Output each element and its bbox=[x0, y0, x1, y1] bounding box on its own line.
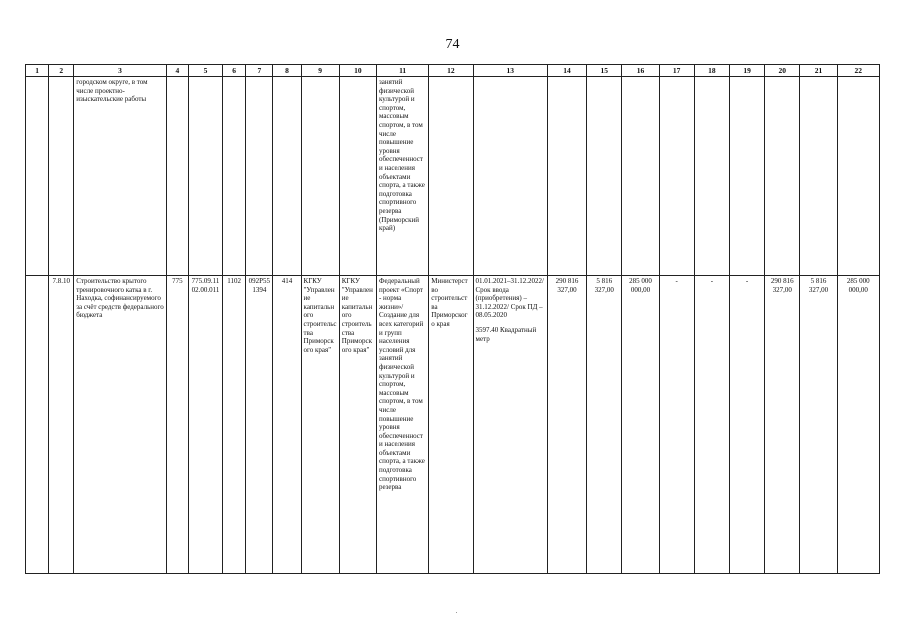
budget-code-cell: 775.09.1102.00.011 bbox=[188, 276, 222, 574]
header-cell: 7 bbox=[246, 65, 273, 77]
object-name-cell: городском округе, в том числе проектно-изыскательские работы bbox=[74, 77, 167, 276]
project-cell: Федеральный проект «Спорт - норма жизни»/Создание для всех категорий и групп населения условий для занятий физической культурой и спортом, массовым спортом, в том числе повышение уровня обеспеченности населения объектами спорта, а также подготовка спортивного резерва bbox=[376, 276, 428, 574]
grbs-code-cell: 775 bbox=[166, 276, 188, 574]
header-cell: 15 bbox=[587, 65, 622, 77]
target-article-cell: 092P551394 bbox=[246, 276, 273, 574]
amount-cell: - bbox=[694, 276, 729, 574]
object-name-cell: Строительство крытого тренировочного катка в г. Находка, софинансируемого за счёт средств федерального бюджета bbox=[74, 276, 167, 574]
developer-cell: КГКУ "Управление капитального строительства Приморского края" bbox=[339, 276, 376, 574]
capacity-text: 3597.40 Квадратный метр bbox=[475, 325, 537, 343]
budget-table bbox=[25, 64, 880, 574]
header-cell: 9 bbox=[301, 65, 339, 77]
header-cell: 19 bbox=[729, 65, 764, 77]
table-cell bbox=[473, 77, 547, 276]
timeline-dates: 01.01.2021–31.12.2022/ Срок ввода (приобретения) – 31.12.2022/ Срок ПД – 08.05.2020 bbox=[475, 277, 544, 320]
amount-cell: - bbox=[659, 276, 694, 574]
table-cell bbox=[729, 77, 764, 276]
amount-cell: 290 816 327,00 bbox=[765, 276, 800, 574]
table-header-row bbox=[26, 65, 880, 77]
header-cell: 4 bbox=[166, 65, 188, 77]
header-cell: 14 bbox=[547, 65, 586, 77]
project-cell: занятий физической культурой и спортом, массовым спортом, в том числе повышение уровня обеспеченности населения объектами спорта, а также подготовка спортивного резерва (Приморский край) bbox=[376, 77, 428, 276]
table-cell bbox=[49, 77, 74, 276]
table-cell bbox=[188, 77, 222, 276]
header-cell: 11 bbox=[376, 65, 428, 77]
table-cell bbox=[339, 77, 376, 276]
table-cell bbox=[659, 77, 694, 276]
table-cell bbox=[694, 77, 729, 276]
header-cell: 8 bbox=[273, 65, 301, 77]
table-cell bbox=[547, 77, 586, 276]
header-cell: 16 bbox=[622, 65, 659, 77]
table-cell bbox=[429, 77, 473, 276]
header-cell: 20 bbox=[765, 65, 800, 77]
header-cell: 22 bbox=[837, 65, 879, 77]
table-row bbox=[26, 77, 880, 276]
header-cell: 3 bbox=[74, 65, 167, 77]
amount-cell: 290 816 327,00 bbox=[547, 276, 586, 574]
item-number-cell: 7.8.10 bbox=[49, 276, 74, 574]
table-cell bbox=[301, 77, 339, 276]
table-cell bbox=[622, 77, 659, 276]
header-cell: 17 bbox=[659, 65, 694, 77]
amount-cell: 5 816 327,00 bbox=[800, 276, 837, 574]
table-cell bbox=[587, 77, 622, 276]
amount-cell: 5 816 327,00 bbox=[587, 276, 622, 574]
header-cell: 10 bbox=[339, 65, 376, 77]
table-cell bbox=[26, 77, 49, 276]
table-row bbox=[26, 276, 880, 574]
expense-type-cell: 414 bbox=[273, 276, 301, 574]
header-cell: 18 bbox=[694, 65, 729, 77]
table-cell bbox=[837, 77, 879, 276]
header-cell: 12 bbox=[429, 65, 473, 77]
table-cell bbox=[800, 77, 837, 276]
table-cell bbox=[273, 77, 301, 276]
responsible-cell: Министерство строительства Приморского края bbox=[429, 276, 473, 574]
section-code-cell: 1102 bbox=[223, 276, 246, 574]
amount-cell: 285 000 000,00 bbox=[622, 276, 659, 574]
table-cell bbox=[246, 77, 273, 276]
header-cell: 6 bbox=[223, 65, 246, 77]
table-cell bbox=[223, 77, 246, 276]
amount-cell: - bbox=[729, 276, 764, 574]
header-cell: 1 bbox=[26, 65, 49, 77]
header-cell: 21 bbox=[800, 65, 837, 77]
amount-cell: 285 000 000,00 bbox=[837, 276, 879, 574]
timeline-cell bbox=[473, 276, 547, 574]
header-cell: 2 bbox=[49, 65, 74, 77]
scan-speck bbox=[456, 612, 457, 613]
table-cell bbox=[166, 77, 188, 276]
table-cell bbox=[26, 276, 49, 574]
customer-cell: КГКУ "Управление капитального строительства Приморского края" bbox=[301, 276, 339, 574]
page-number: 74 bbox=[445, 37, 460, 52]
header-cell: 13 bbox=[473, 65, 547, 77]
header-cell: 5 bbox=[188, 65, 222, 77]
table-cell bbox=[765, 77, 800, 276]
